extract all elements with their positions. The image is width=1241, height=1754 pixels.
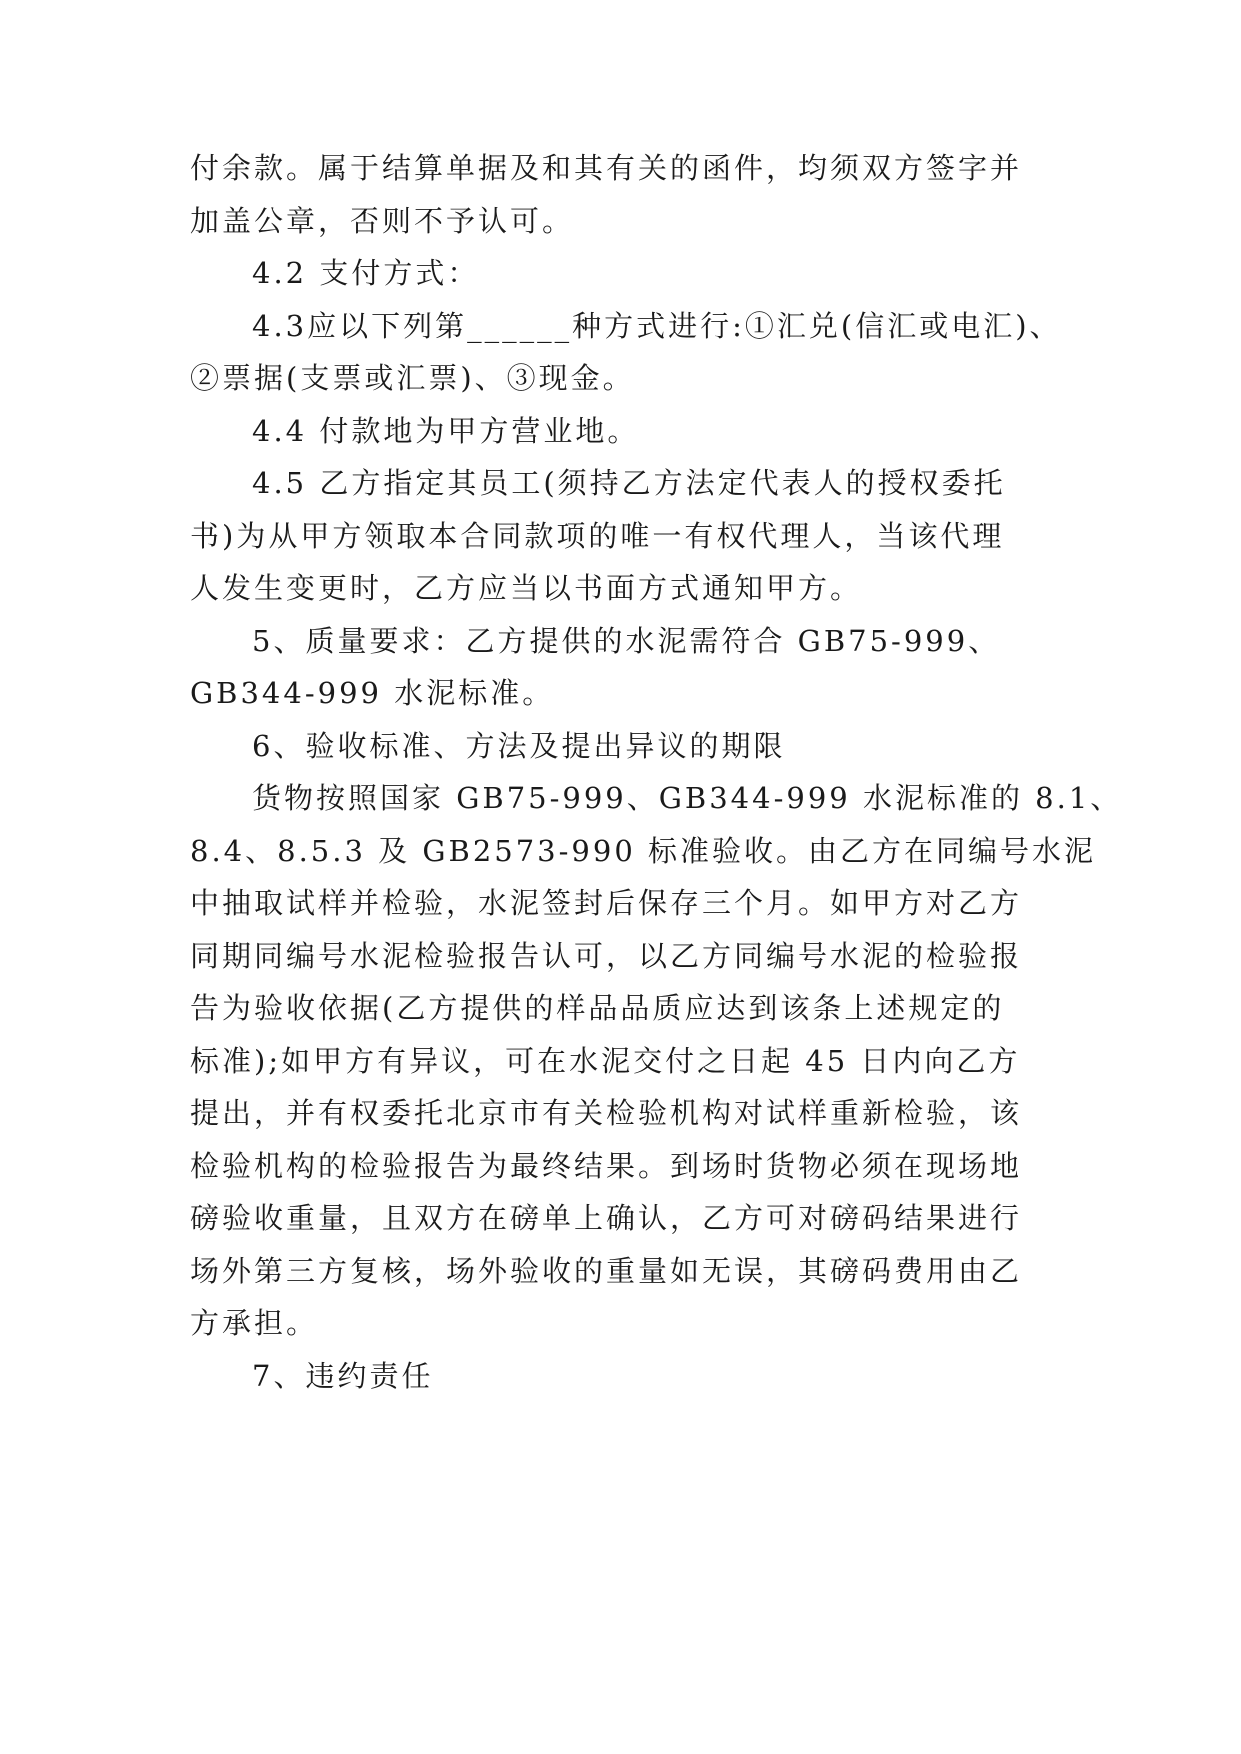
paragraph-line: 4.5 乙方指定其员工(须持乙方法定代表人的授权委托 xyxy=(252,466,1006,500)
paragraph-line: 4.4 付款地为甲方营业地。 xyxy=(252,414,640,448)
paragraph-line: 提出，并有权委托北京市有关检验机构对试样重新检验，该 xyxy=(190,1096,1023,1130)
paragraph-line: 加盖公章，否则不予认可。 xyxy=(190,204,575,238)
section-heading-7: 7、违约责任 xyxy=(252,1359,434,1393)
section-heading-5: 5、质量要求：乙方提供的水泥需符合 GB75-999、 xyxy=(252,624,1001,658)
paragraph-line: 书)为从甲方领取本合同款项的唯一有权代理人，当该代理 xyxy=(190,519,1005,553)
paragraph-line: 同期同编号水泥检验报告认可，以乙方同编号水泥的检验报 xyxy=(190,939,1023,973)
paragraph-line: 磅验收重量，且双方在磅单上确认，乙方可对磅码结果进行 xyxy=(190,1201,1023,1235)
paragraph-line: 检验机构的检验报告为最终结果。到场时货物必须在现场地 xyxy=(190,1149,1023,1183)
paragraph-line: 付余款。属于结算单据及和其有关的函件，均须双方签字并 xyxy=(190,151,1023,185)
paragraph-line: 场外第三方复核，场外验收的重量如无误，其磅码费用由乙 xyxy=(190,1254,1023,1288)
paragraph-line: 货物按照国家 GB75-999、GB344-999 水泥标准的 8.1、 xyxy=(252,781,1123,815)
section-heading-6: 6、验收标准、方法及提出异议的期限 xyxy=(252,729,786,763)
paragraph-line: ②票据(支票或汇票)、③现金。 xyxy=(190,361,635,395)
paragraph-line: 4.3应以下列第______种方式进行:①汇兑(信汇或电汇)、 xyxy=(252,309,1062,343)
section-heading-4-2: 4.2 支付方式： xyxy=(252,256,480,290)
paragraph-line: 中抽取试样并检验，水泥签封后保存三个月。如甲方对乙方 xyxy=(190,886,1023,920)
paragraph-line: 方承担。 xyxy=(190,1306,319,1340)
paragraph-line: 8.4、8.5.3 及 GB2573-990 标准验收。由乙方在同编号水泥 xyxy=(190,834,1096,868)
paragraph-line: GB344-999 水泥标准。 xyxy=(190,676,555,710)
paragraph-line: 人发生变更时，乙方应当以书面方式通知甲方。 xyxy=(190,571,863,605)
paragraph-line: 标准);如甲方有异议，可在水泥交付之日起 45 日内向乙方 xyxy=(190,1044,1021,1078)
paragraph-line: 告为验收依据(乙方提供的样品品质应达到该条上述规定的 xyxy=(190,991,1005,1025)
